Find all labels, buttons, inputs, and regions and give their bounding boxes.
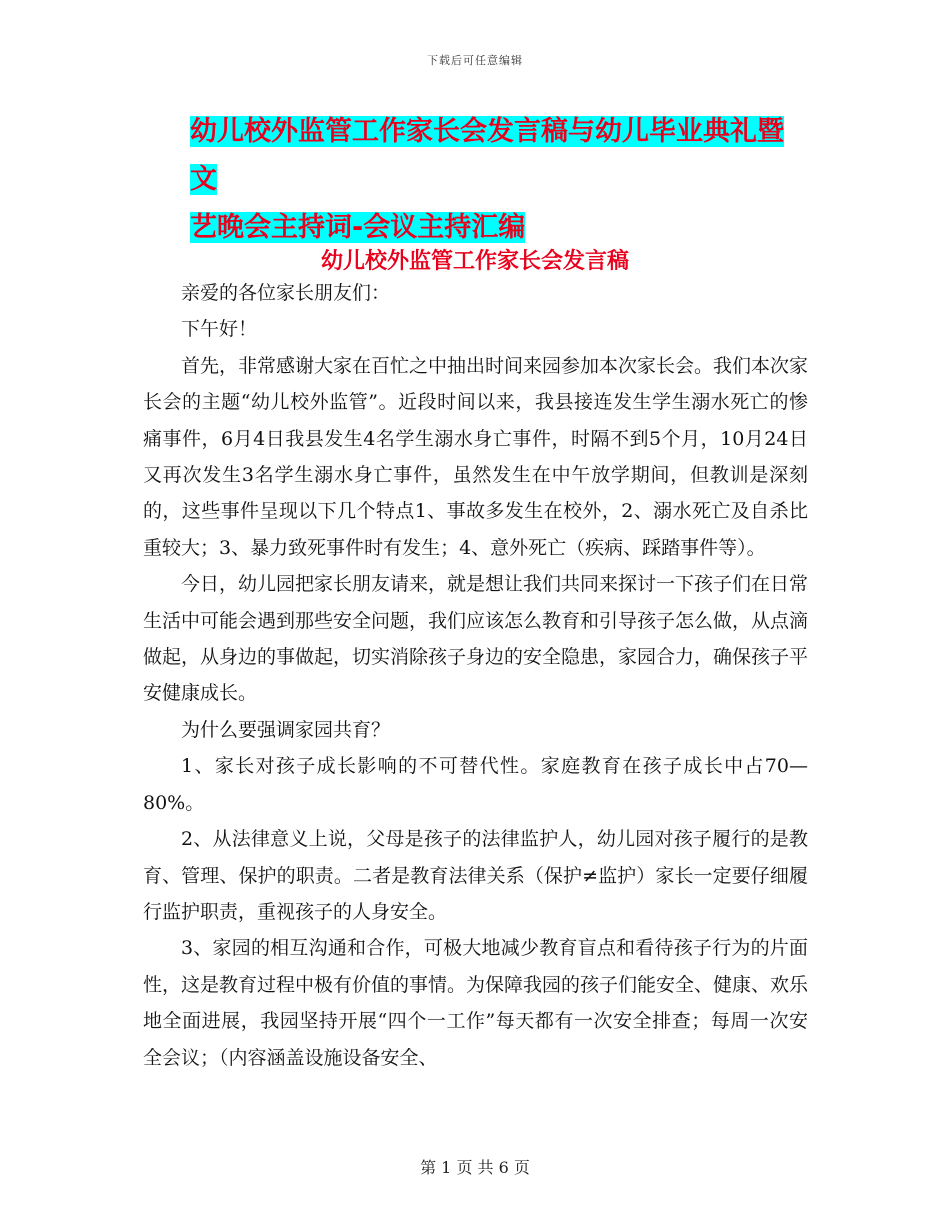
document-title-line-1: 幼儿校外监管工作家长会发言稿与幼儿毕业典礼暨文	[190, 116, 784, 195]
paragraph-point-3: 3、家园的相互沟通和合作，可极大地减少教育盲点和看待孩子行为的片面性，这是教育过程中极有价值的事情。为保障我园的孩子们能安全、健康、欢乐地全面进展，我园坚持开展“四个一工作”每天都有一次安全排查；每周一次安全会议；（内容涵盖设施设备安全、	[143, 937, 809, 1069]
paragraph-salutation: 亲爱的各位家长朋友们：	[181, 282, 391, 304]
page-number-footer: 第 1 页 共 6 页	[420, 1158, 530, 1177]
section-title: 幼儿校外监管工作家长会发言稿	[320, 249, 629, 274]
document-body	[143, 275, 808, 1076]
paragraph-purpose: 今日，幼儿园把家长朋友请来，就是想让我们共同来探讨一下孩子们在日常生活中可能会遇到那些安全问题，我们应该怎么教育和引导孩子怎么做，从点滴做起，从身边的事做起，切实消除孩子身边的安全隐患，家园合力，确保孩子平安健康成长。	[143, 573, 809, 705]
page-header-note: 下载后可任意编辑	[427, 54, 523, 67]
paragraph-question: 为什么要强调家园共育？	[181, 718, 391, 741]
paragraph-greeting: 下午好！	[181, 318, 258, 341]
paragraph-point-2: 2、从法律意义上说，父母是孩子的法律监护人，幼儿园对孩子履行的是教育、管理、保护的职责。二者是教育法律关系（保护≠监护）家长一定要仔细履行监护职责，重视孩子的人身安全。	[143, 828, 808, 923]
paragraph-opening: 首先，非常感谢大家在百忙之中抽出时间来园参加本次家长会。我们本次家长会的主题“幼儿校外监管”。近段时间以来，我县接连发生学生溺水死亡的惨痛事件，6月4日我县发生4名学生溺水身亡事件，时隔不到5个月，10月24日又再次发生3名学生溺水身亡事件，虽然发生在中午放学期间，但教训是深刻的，这些事件呈现以下几个特点1、事故多发生在校外，2、溺水死亡及自杀比重较大；3、暴力致死事件时有发生；4、意外死亡（疾病、踩踏事件等）。	[143, 354, 809, 559]
document-title	[190, 108, 810, 252]
document-title-line-2: 艺晚会主持词-会议主持汇编	[190, 212, 526, 243]
paragraph-point-1: 1、家长对孩子成长影响的不可替代性。家庭教育在孩子成长中占70—80%。	[143, 755, 808, 814]
